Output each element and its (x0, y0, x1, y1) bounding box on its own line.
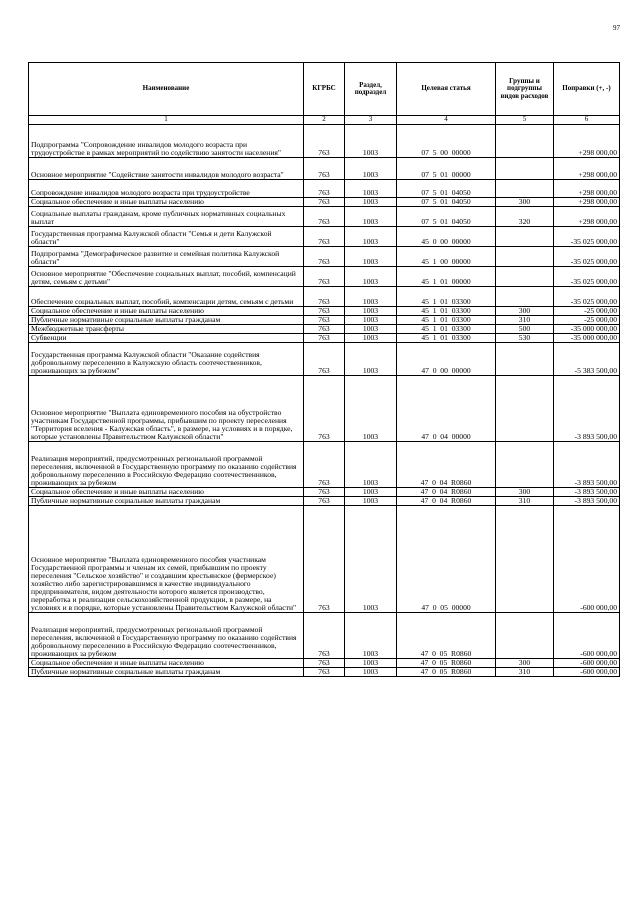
row-section: 1003 (345, 180, 397, 198)
table-row (29, 376, 620, 442)
row-target: 45 1 01 00000 (397, 267, 496, 287)
row-kgrbs: 763 (304, 659, 345, 668)
row-section: 1003 (345, 325, 397, 334)
row-name: Реализация мероприятий, предусмотренных региональной программой переселения, включенной в Государственную программу по оказанию содействия добровольному переселению в Российскую Федерацию соотечественников, проживающих за рубежом (29, 613, 304, 659)
header-row (29, 63, 620, 116)
table-body (29, 125, 620, 677)
row-name: Межбюджетные трансферты (29, 325, 304, 334)
row-kgrbs: 763 (304, 343, 345, 376)
row-amount: +298 000,00 (554, 158, 620, 180)
row-kgrbs: 763 (304, 207, 345, 227)
row-group (496, 376, 554, 442)
table-row (29, 267, 620, 287)
row-section: 1003 (345, 668, 397, 677)
row-section: 1003 (345, 488, 397, 497)
row-section: 1003 (345, 334, 397, 343)
row-section: 1003 (345, 198, 397, 207)
row-name: Субвенции (29, 334, 304, 343)
row-target: 47 0 05 R0860 (397, 613, 496, 659)
row-target: 45 1 01 03300 (397, 307, 496, 316)
row-section: 1003 (345, 247, 397, 267)
row-group (496, 247, 554, 267)
row-name: Социальные выплаты гражданам, кроме публичных нормативных социальных выплат (29, 207, 304, 227)
row-section: 1003 (345, 207, 397, 227)
row-kgrbs: 763 (304, 506, 345, 613)
row-target: 07 5 00 00000 (397, 125, 496, 158)
row-amount: -35 025 000,00 (554, 227, 620, 247)
row-target: 47 0 04 R0860 (397, 442, 496, 488)
row-group: 300 (496, 307, 554, 316)
row-section: 1003 (345, 497, 397, 506)
row-kgrbs: 763 (304, 488, 345, 497)
row-kgrbs: 763 (304, 442, 345, 488)
header-number: 2 (304, 116, 345, 125)
row-group (496, 125, 554, 158)
table-row (29, 180, 620, 198)
row-amount: -35 000 000,00 (554, 325, 620, 334)
row-kgrbs: 763 (304, 267, 345, 287)
header-kgrbs: КГРБС (304, 63, 345, 116)
row-group: 300 (496, 659, 554, 668)
row-group (496, 267, 554, 287)
row-name: Обеспечение социальных выплат, пособий, компенсации детям, семьям с детьми (29, 287, 304, 307)
header-numbers-row (29, 116, 620, 125)
table-row (29, 442, 620, 488)
row-amount: -600 000,00 (554, 506, 620, 613)
row-target: 47 0 04 00000 (397, 376, 496, 442)
row-group (496, 158, 554, 180)
page-number: 97 (613, 24, 620, 32)
budget-table (28, 62, 620, 677)
row-name: Подпрограмма "Демографическое развитие и семейная политика Калужской области" (29, 247, 304, 267)
row-section: 1003 (345, 376, 397, 442)
row-group: 310 (496, 497, 554, 506)
row-target: 07 5 01 04050 (397, 207, 496, 227)
row-kgrbs: 763 (304, 307, 345, 316)
row-target: 45 1 01 03300 (397, 287, 496, 307)
row-amount: -25 000,00 (554, 307, 620, 316)
row-target: 47 0 05 R0860 (397, 668, 496, 677)
row-name: Государственная программа Калужской области "Семья и дети Калужской области" (29, 227, 304, 247)
row-section: 1003 (345, 316, 397, 325)
row-section: 1003 (345, 442, 397, 488)
row-group: 530 (496, 334, 554, 343)
row-section: 1003 (345, 659, 397, 668)
row-name: Социальное обеспечение и иные выплаты населению (29, 488, 304, 497)
row-target: 45 1 00 00000 (397, 247, 496, 267)
row-kgrbs: 763 (304, 613, 345, 659)
row-group: 300 (496, 488, 554, 497)
header-number: 4 (397, 116, 496, 125)
row-target: 07 5 01 04050 (397, 180, 496, 198)
row-name: Публичные нормативные социальные выплаты гражданам (29, 668, 304, 677)
table-row (29, 207, 620, 227)
row-amount: +298 000,00 (554, 125, 620, 158)
header-target: Целевая статья (397, 63, 496, 116)
row-target: 45 1 01 03300 (397, 316, 496, 325)
row-kgrbs: 763 (304, 668, 345, 677)
header-group: Группы и подгруппы видов расходов (496, 63, 554, 116)
row-amount: -5 383 500,00 (554, 343, 620, 376)
row-section: 1003 (345, 343, 397, 376)
row-section: 1003 (345, 506, 397, 613)
row-amount: -35 025 000,00 (554, 267, 620, 287)
row-group: 310 (496, 316, 554, 325)
row-group (496, 227, 554, 247)
table-row (29, 198, 620, 207)
row-kgrbs: 763 (304, 325, 345, 334)
table-row (29, 506, 620, 613)
row-group: 310 (496, 668, 554, 677)
row-group (496, 180, 554, 198)
row-section: 1003 (345, 613, 397, 659)
row-name: Основное мероприятие "Выплата единовременного пособия участникам Государственной программы и членам их семей, прибывшим по проекту переселения "Сельское хозяйство" и создавшим крестьянское (фермерское) хозяйство либо зарегистрировавшимся в качестве индивидуального предпринимателя, видом деятельности которого является производство, переработка и реализация сельскохозяйственной продукции, в размере, на условиях и в порядке, которые установлены Правительством Калужской области" (29, 506, 304, 613)
table-row (29, 227, 620, 247)
row-group (496, 287, 554, 307)
table-row (29, 343, 620, 376)
row-amount: +298 000,00 (554, 198, 620, 207)
row-name: Основное мероприятие "Обеспечение социальных выплат, пособий, компенсаций детям, семьям с детьми" (29, 267, 304, 287)
header-section: Раздел, подраздел (345, 63, 397, 116)
row-name: Государственная программа Калужской области "Оказание содействия добровольному переселению в Калужскую область соотечественников, проживающих за рубежом" (29, 343, 304, 376)
row-section: 1003 (345, 227, 397, 247)
row-group: 320 (496, 207, 554, 227)
row-group (496, 506, 554, 613)
row-name: Социальное обеспечение и иные выплаты населению (29, 307, 304, 316)
row-name: Публичные нормативные социальные выплаты гражданам (29, 497, 304, 506)
row-group (496, 442, 554, 488)
row-target: 47 0 05 00000 (397, 506, 496, 613)
row-kgrbs: 763 (304, 125, 345, 158)
row-amount: -3 893 500,00 (554, 497, 620, 506)
row-kgrbs: 763 (304, 316, 345, 325)
row-target: 45 1 01 03300 (397, 325, 496, 334)
row-section: 1003 (345, 267, 397, 287)
table-row (29, 125, 620, 158)
row-name: Подпрограмма "Сопровождение инвалидов молодого возраста при трудоустройстве в рамках мероприятий по содействию занятости населения" (29, 125, 304, 158)
header-name: Наименование (29, 63, 304, 116)
row-target: 47 0 00 00000 (397, 343, 496, 376)
row-kgrbs: 763 (304, 376, 345, 442)
row-kgrbs: 763 (304, 247, 345, 267)
header-number: 6 (554, 116, 620, 125)
row-amount: -25 000,00 (554, 316, 620, 325)
row-amount: -3 893 500,00 (554, 488, 620, 497)
row-target: 45 1 01 03300 (397, 334, 496, 343)
row-amount: -3 893 500,00 (554, 442, 620, 488)
table-row (29, 334, 620, 343)
row-target: 47 0 04 R0860 (397, 497, 496, 506)
row-section: 1003 (345, 158, 397, 180)
row-group: 300 (496, 198, 554, 207)
row-amount: +298 000,00 (554, 207, 620, 227)
row-kgrbs: 763 (304, 158, 345, 180)
row-section: 1003 (345, 125, 397, 158)
row-name: Реализация мероприятий, предусмотренных региональной программой переселения, включенной в Государственную программу по оказанию содействия добровольному переселению в Российскую Федерацию соотечественников, проживающих за рубежом (29, 442, 304, 488)
row-name: Публичные нормативные социальные выплаты гражданам (29, 316, 304, 325)
row-amount: -600 000,00 (554, 613, 620, 659)
row-amount: -600 000,00 (554, 668, 620, 677)
row-group (496, 343, 554, 376)
table-row (29, 158, 620, 180)
row-target: 47 0 05 R0860 (397, 659, 496, 668)
row-amount: -600 000,00 (554, 659, 620, 668)
row-kgrbs: 763 (304, 287, 345, 307)
row-kgrbs: 763 (304, 334, 345, 343)
header-number: 3 (345, 116, 397, 125)
row-section: 1003 (345, 287, 397, 307)
row-name: Социальное обеспечение и иные выплаты населению (29, 659, 304, 668)
row-group: 500 (496, 325, 554, 334)
row-amount: -35 025 000,00 (554, 247, 620, 267)
table-row (29, 613, 620, 659)
row-kgrbs: 763 (304, 180, 345, 198)
row-amount: -35 000 000,00 (554, 334, 620, 343)
row-target: 47 0 04 R0860 (397, 488, 496, 497)
table-row (29, 668, 620, 677)
row-target: 07 5 01 04050 (397, 198, 496, 207)
row-amount: -3 893 500,00 (554, 376, 620, 442)
row-amount: -35 025 000,00 (554, 287, 620, 307)
header-number: 1 (29, 116, 304, 125)
header-number: 5 (496, 116, 554, 125)
row-kgrbs: 763 (304, 227, 345, 247)
table-row (29, 497, 620, 506)
row-group (496, 613, 554, 659)
row-name: Сопровождение инвалидов молодого возраста при трудоустройстве (29, 180, 304, 198)
row-name: Основное мероприятие "Содействие занятости инвалидов молодого возраста" (29, 158, 304, 180)
table-row (29, 247, 620, 267)
row-name: Социальное обеспечение и иные выплаты населению (29, 198, 304, 207)
row-amount: +298 000,00 (554, 180, 620, 198)
row-kgrbs: 763 (304, 198, 345, 207)
header-amount: Поправки (+, -) (554, 63, 620, 116)
row-section: 1003 (345, 307, 397, 316)
row-kgrbs: 763 (304, 497, 345, 506)
row-name: Основное мероприятие "Выплата единовременного пособия на обустройство участникам Государственной программы, прибывшим по проекту переселения "Территория вселения - Калужская область", в размере, на условиях и в порядке, которые установлены Правительством Калужской области" (29, 376, 304, 442)
row-target: 45 0 00 00000 (397, 227, 496, 247)
row-target: 07 5 01 00000 (397, 158, 496, 180)
table-row (29, 287, 620, 307)
